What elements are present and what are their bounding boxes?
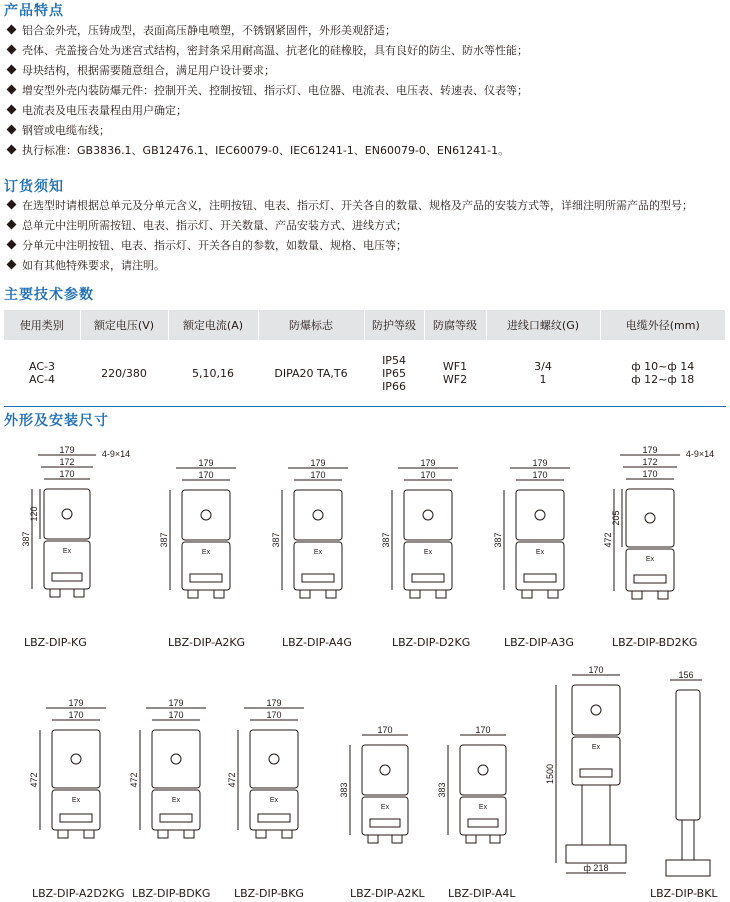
dim-width-inner: 170 [168,710,184,720]
side-enclosure [676,690,700,820]
gland-right [436,590,446,598]
table-header-cell: 额定电压(V) [80,310,168,340]
pole [582,785,610,845]
nameplate [412,574,444,582]
enclosure-upper [362,745,408,795]
table-header-cell: 防腐等级 [424,310,486,340]
drawing-caption: LBZ-DIP-D2KG [392,636,471,649]
enclosure-upper [250,730,298,788]
enclosure-lower [362,797,408,835]
gland-left [466,835,476,843]
gland-right [490,835,500,843]
drawing-caption: LBZ-DIP-BKG [234,887,304,900]
gland-left [58,830,68,838]
dim-height-upper: 205 [611,510,621,526]
ex-label: Ex [645,556,655,563]
ordering-title: 订货须知 [4,179,64,195]
dim-height: 472 [227,772,237,788]
gland-left [410,590,420,598]
enclosure-upper [182,490,230,540]
dim-width-outer: 179 [420,458,436,468]
dim-holes: 4-9×14 [101,449,131,459]
table-header-cell: 进线口螺纹(G) [486,310,600,340]
table-header-cell: 使用类别 [4,310,80,340]
dim-height: 387 [21,531,31,547]
dim-width-inner: 170 [642,469,658,479]
dim-width-inner: 170 [266,710,282,720]
nameplate [370,819,400,827]
drawing-caption: LBZ-DIP-A3G [504,636,574,649]
ex-label: Ex [71,797,81,804]
nameplate [524,574,556,582]
dim-width-outer: 179 [168,698,184,708]
enclosure-upper [516,490,564,540]
nameplate [302,574,334,582]
order-item: 如有其他特殊要求，请注明。 [8,259,165,273]
ex-label: Ex [313,549,323,556]
enclosure-upper [572,685,620,735]
gland-left [50,589,60,597]
switch-knob-icon [535,510,545,520]
dim-width-outer: 179 [68,698,84,708]
dim-height: 472 [603,532,613,548]
dim-width-inner: 170 [475,725,491,735]
dim-width-inner: 170 [377,725,393,735]
cell-voltage: 220/380 [101,366,147,380]
dim-width-mid: 172 [642,457,658,467]
dim-height: 383 [437,782,447,798]
side-base [666,860,710,876]
switch-knob-icon [201,510,211,520]
enclosure-lower [152,790,200,830]
ex-label: Ex [201,549,211,556]
feature-item: 钢管或电缆布线； [8,124,110,138]
dim-height: 472 [129,772,139,788]
switch-knob-icon [645,513,655,523]
switch-knob-icon [313,510,323,520]
enclosure-lower [250,790,298,830]
enclosure-upper [404,490,452,540]
dim-side: 156 [678,670,694,680]
table-header-cell: 防护等级 [364,310,424,340]
dim-width-inner: 170 [532,470,548,480]
nameplate [60,814,92,822]
switch-knob-icon [71,754,81,764]
gland-right [84,830,94,838]
gland-right [326,590,336,598]
dim-height: 387 [271,532,281,548]
enclosure-upper [460,745,506,795]
ex-label: Ex [171,797,181,804]
feature-item: 执行标准：GB3836.1、GB12476.1、IEC60079-0、IEC61241-1、EN60079-0、EN61241-1。 [8,144,509,158]
dim-height: 383 [339,782,349,798]
drawing-caption: LBZ-DIP-A4G [282,636,352,649]
dim-width-outer: 179 [642,445,658,455]
nameplate [52,573,82,581]
ex-label: Ex [535,549,545,556]
table-header-cell: 额定电流(A) [168,310,258,340]
ex-label: Ex [380,804,390,811]
nameplate [580,769,612,777]
gland-left [158,830,168,838]
switch-knob-icon [269,754,279,764]
cell-current: 5,10,16 [192,366,234,380]
enclosure-lower [460,797,506,835]
drawing-caption: LBZ-DIP-A2KL [350,887,425,900]
dim-width-inner: 170 [420,470,436,480]
enclosure-lower [52,790,100,830]
nameplate [634,575,666,583]
pole-base [566,845,626,863]
feature-item: 电流表及电压表量程由用户确定； [8,104,187,118]
ex-label: Ex [62,548,72,555]
order-item: 在选型时请根据总单元及分单元含义，注明按钮、电表、指示灯、开关各自的数量、规格及产品的安装方式等，详细注明所需产品的型号； [8,199,693,213]
dim-width-outer: 179 [310,458,326,468]
enclosure-upper [44,489,90,539]
enclosure-upper [52,730,100,788]
dim-holes: 4-9×14 [685,449,715,459]
drawing-caption: LBZ-DIP-A4L [448,887,516,900]
cell-ip: IP54 IP65 IP66 [382,353,406,393]
switch-knob-icon [478,765,488,775]
gland-left [632,591,642,599]
gland-right [392,835,402,843]
gland-right [214,590,224,598]
table-header-cell: 电缆外径(mm) [600,310,726,340]
dim-width-inner: 170 [588,665,604,675]
ex-label: Ex [478,804,488,811]
nameplate [160,814,192,822]
enclosure-upper [294,490,342,540]
side-pole [682,820,694,860]
switch-knob-icon [62,509,72,519]
cell-ex-mark: DIPA20 TA,T6 [274,366,348,380]
drawing-caption: LBZ-DIP-BKL [650,887,718,900]
order-item: 总单元中注明所需按钮、电表、指示灯、开关数量、产品安装方式、进线方式； [8,219,407,233]
dim-width-outer: 179 [198,458,214,468]
features-title: 产品特点 [4,3,64,19]
gland-left [256,830,266,838]
table-header-cell: 防爆标志 [258,310,364,340]
feature-item: 增安型外壳内装防爆元件：控制开关、控制按钮、指示灯、电位器、电流表、电压表、转速表、仪表等； [8,84,528,98]
gland-right [658,591,668,599]
dim-width-inner: 170 [59,469,75,479]
dim-width-mid: 172 [59,457,75,467]
dim-height-upper: 120 [29,506,39,522]
dim-width-inner: 170 [68,710,84,720]
cell-anticorrosion: WF1 WF2 [442,360,468,386]
gland-left [368,835,378,843]
dim-base: ф 218 [583,863,609,873]
drawing-caption: LBZ-DIP-BD2KG [612,636,698,649]
gland-right [184,830,194,838]
dim-height: 387 [159,532,169,548]
drawing-caption: LBZ-DIP-KG [24,636,87,649]
order-item: 分单元中注明按钮、电表、指示灯、开关各自的参数，如数量、规格、电压等； [8,239,407,253]
enclosure-upper [626,489,674,547]
switch-knob-icon [380,765,390,775]
feature-item: 母块结构，根据需要随意组合，满足用户设计要求； [8,64,275,78]
dim-width-inner: 170 [310,470,326,480]
cell-thread: 3/4 1 [534,360,552,386]
dim-height: 472 [29,772,39,788]
nameplate [258,814,290,822]
dim-width-inner: 170 [198,470,214,480]
drawing-caption: LBZ-DIP-BDKG [132,887,211,900]
dim-width-outer: 179 [59,445,75,455]
dim-height: 387 [493,532,503,548]
drawing-caption: LBZ-DIP-A2D2KG [32,887,125,900]
dim-width-outer: 179 [266,698,282,708]
enclosure-upper [152,730,200,788]
cell-category: AC-3 AC-4 [29,360,55,386]
switch-knob-icon [591,705,601,715]
feature-item: 铝合金外壳，压铸成型，表面高压静电喷塑，不锈钢紧固件，外形美观舒适； [8,24,396,38]
dim-height: 387 [381,532,391,548]
nameplate [190,574,222,582]
switch-knob-icon [171,754,181,764]
gland-left [522,590,532,598]
dimensions-title: 外形及安装尺寸 [4,413,109,429]
feature-item: 壳体、壳盖接合处为迷宫式结构，密封条采用耐高温、抗老化的硅橡胶，具有良好的防尘、防水等性能； [8,44,528,58]
drawing-caption: LBZ-DIP-A2KG [168,636,246,649]
gland-right [548,590,558,598]
dim-height: 1500 [545,763,555,785]
params-title: 主要技术参数 [4,287,94,303]
gland-left [188,590,198,598]
ex-label: Ex [591,744,601,751]
ex-label: Ex [269,797,279,804]
ex-label: Ex [423,549,433,556]
switch-knob-icon [423,510,433,520]
gland-left [300,590,310,598]
gland-right [74,589,84,597]
dim-width-outer: 179 [532,458,548,468]
nameplate [468,819,498,827]
cell-cable: ф 10~ф 14 ф 12~ф 18 [631,360,695,386]
gland-right [282,830,292,838]
